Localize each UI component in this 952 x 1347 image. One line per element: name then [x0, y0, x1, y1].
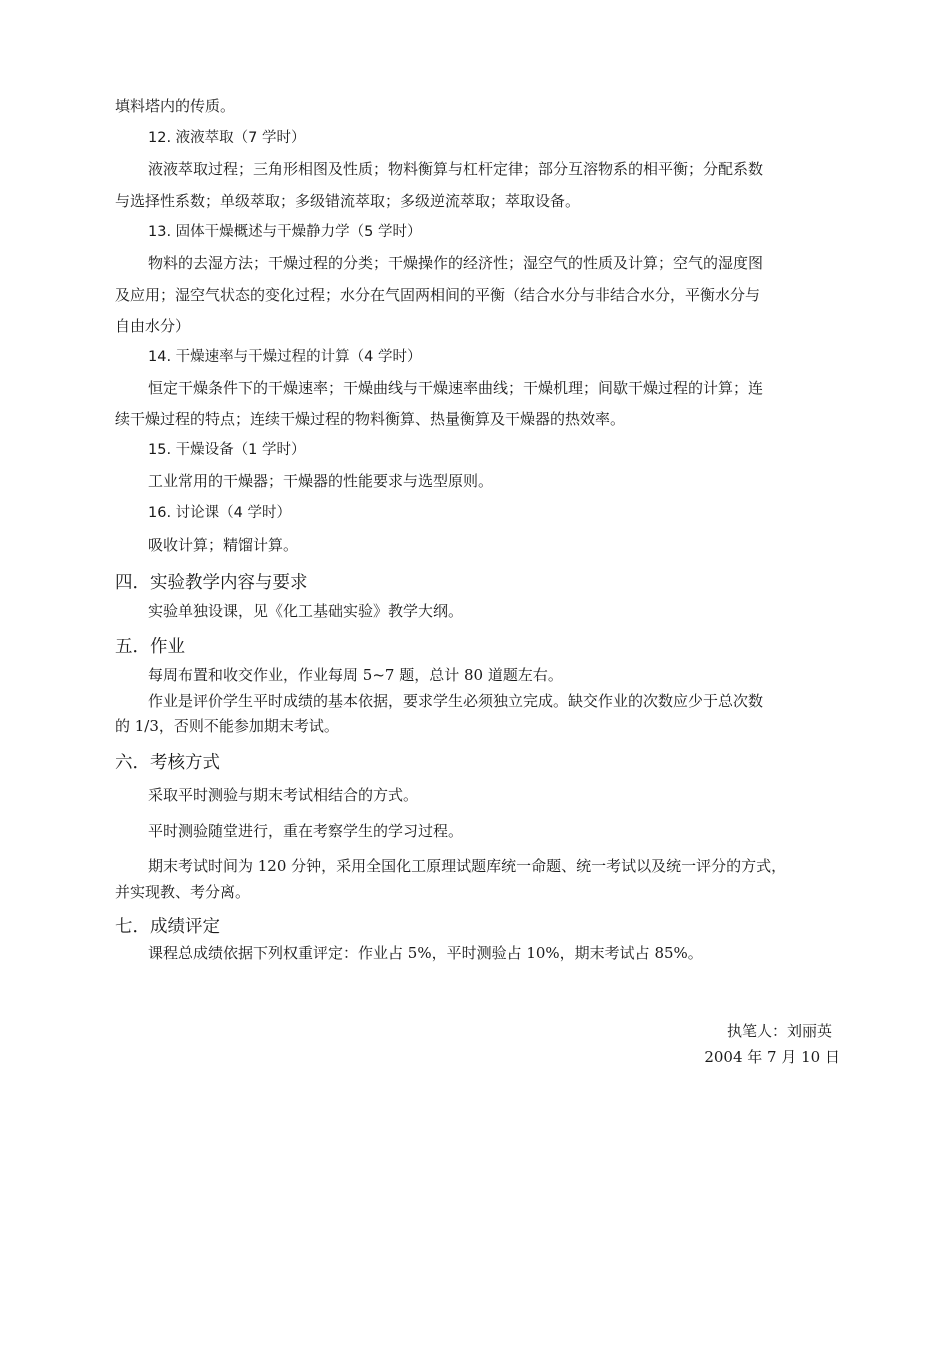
text-line: 每周布置和收交作业，作业每周 5~7 题，总计 80 道题左右。	[148, 666, 563, 684]
author-signature: 执笔人：刘丽英	[726, 1022, 832, 1040]
text-line: 吸收计算；精馏计算。	[148, 536, 299, 554]
subsection-heading: 16. 讨论课（4 学时）	[148, 505, 292, 521]
section-heading: 七．成绩评定	[115, 917, 220, 937]
text-line: 工业常用的干燥器；干燥器的性能要求与选型原则。	[148, 472, 494, 490]
text-line: 课程总成绩依据下列权重评定：作业占 5%，平时测验占 10%，期末考试占 85%。	[148, 944, 703, 962]
subsection-heading: 14. 干燥速率与干燥过程的计算（4 学时）	[148, 349, 422, 365]
text-line: 采取平时测验与期末考试相结合的方式。	[148, 786, 419, 804]
section-heading: 五．作业	[115, 637, 185, 657]
section-heading: 六．考核方式	[115, 753, 220, 773]
text-line: 及应用；湿空气状态的变化过程；水分在气固两相间的平衡（结合水分与非结合水分，平衡水分与	[115, 286, 761, 304]
text-line: 实验单独设课，见《化工基础实验》教学大纲。	[148, 602, 464, 620]
subsection-heading: 12. 液液萃取（7 学时）	[148, 130, 306, 146]
text-line: 恒定干燥条件下的干燥速率；干燥曲线与干燥速率曲线；干燥机理；间歇干燥过程的计算；连	[148, 379, 764, 397]
signature-date: 2004 年 7 月 10 日	[704, 1048, 840, 1066]
text-line: 自由水分）	[115, 317, 191, 335]
section-heading: 四．实验教学内容与要求	[115, 573, 308, 593]
text-line: 物料的去湿方法；干燥过程的分类；干燥操作的经济性；湿空气的性质及计算；空气的湿度图	[148, 254, 764, 272]
text-line: 平时测验随堂进行，重在考察学生的学习过程。	[148, 822, 464, 840]
text-line: 并实现教、考分离。	[115, 883, 251, 901]
text-line: 与选择性系数；单级萃取；多级错流萃取；多级逆流萃取；萃取设备。	[115, 192, 581, 210]
text-line: 作业是评价学生平时成绩的基本依据，要求学生必须独立完成。缺交作业的次数应少于总次数	[148, 692, 764, 710]
text-line: 续干燥过程的特点；连续干燥过程的物料衡算、热量衡算及干燥器的热效率。	[115, 410, 626, 428]
text-line: 填料塔内的传质。	[115, 97, 236, 115]
text-line: 液液萃取过程；三角形相图及性质；物料衡算与杠杆定律；部分互溶物系的相平衡；分配系数	[148, 160, 764, 178]
text-line: 的 1/3，否则不能参加期末考试。	[115, 717, 339, 735]
text-line: 期末考试时间为 120 分钟，采用全国化工原理试题库统一命题、统一考试以及统一评分的方式，	[148, 857, 787, 875]
subsection-heading: 15. 干燥设备（1 学时）	[148, 442, 306, 458]
subsection-heading: 13. 固体干燥概述与干燥静力学（5 学时）	[148, 224, 422, 240]
